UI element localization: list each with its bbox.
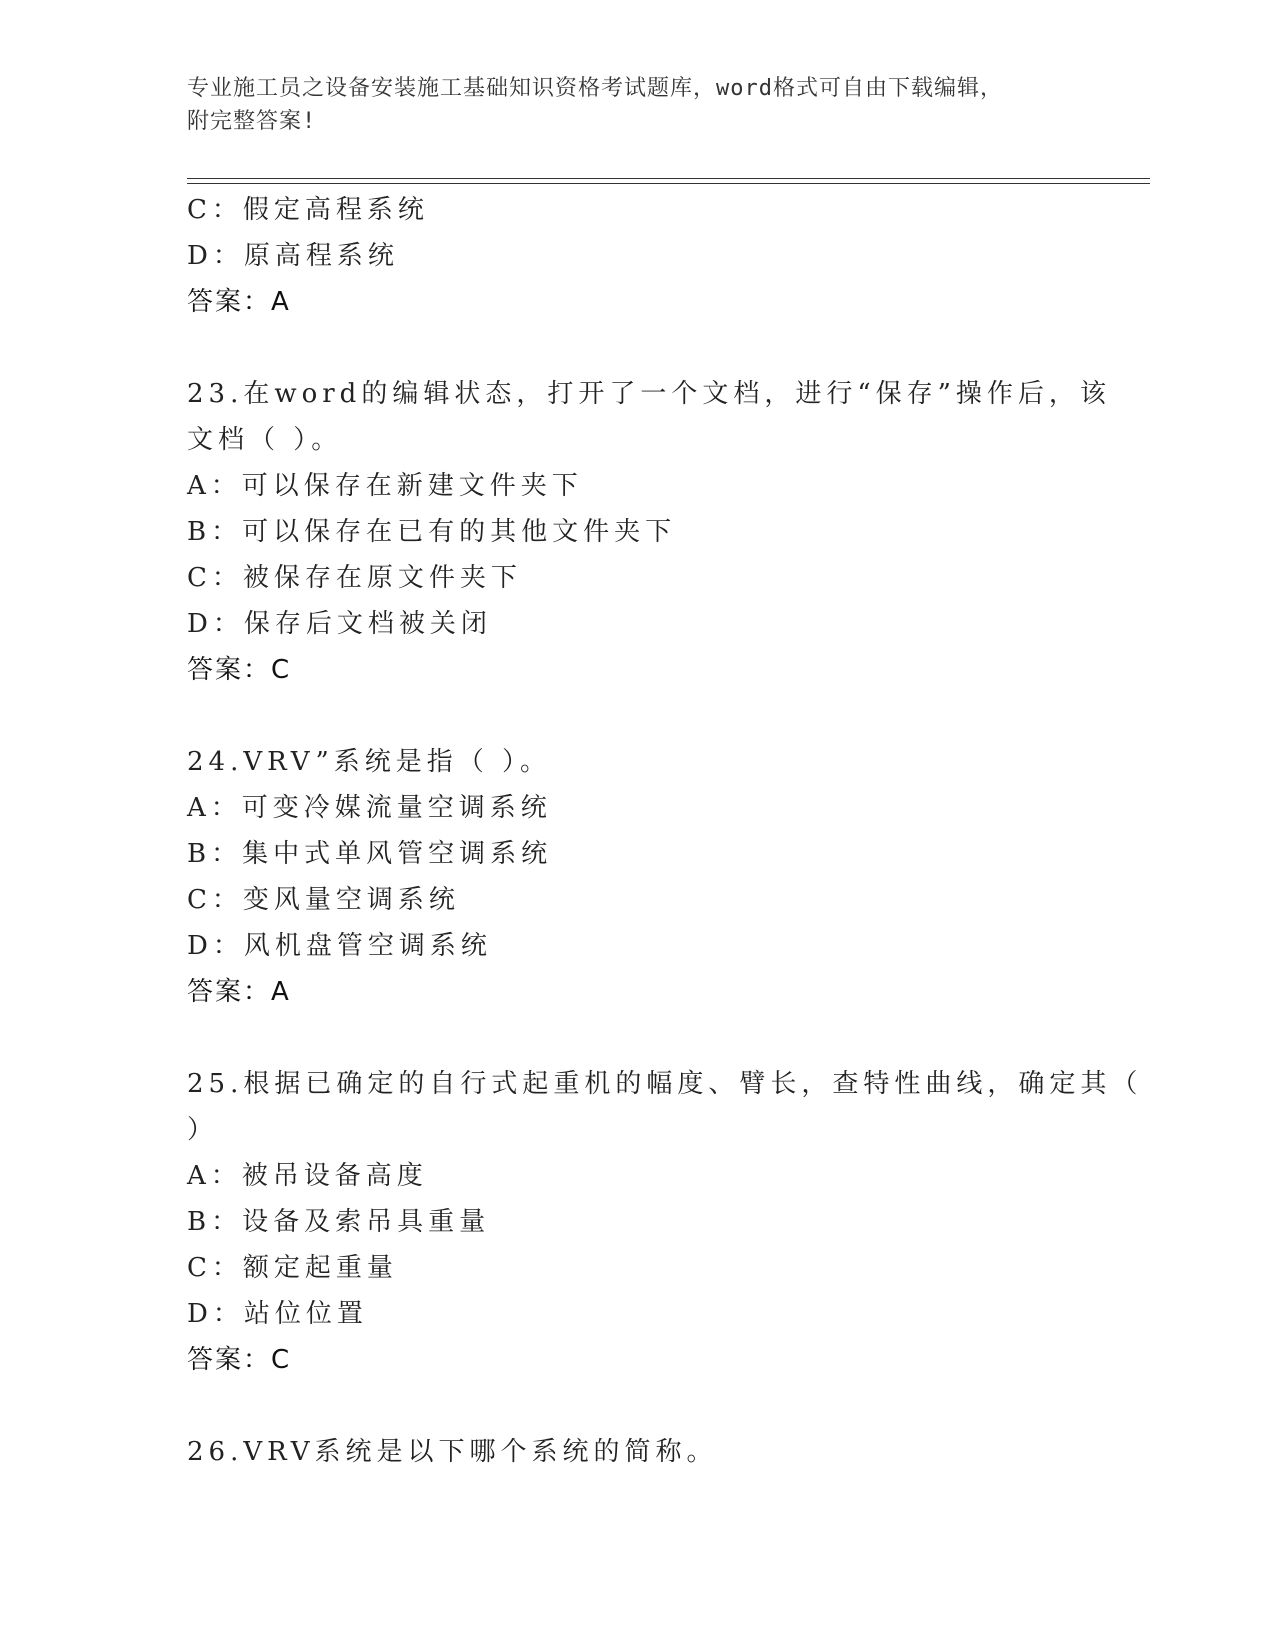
- option-d: D：保存后文档被关闭: [187, 609, 492, 639]
- question-24: [187, 739, 1087, 1015]
- question-26: [187, 1429, 1087, 1475]
- question-text-line-1: 23.在word的编辑状态，打开了一个文档，进行“保存”操作后，该: [187, 379, 1111, 409]
- question-content: [187, 187, 1143, 1475]
- option-b: B：集中式单风管空调系统: [187, 839, 553, 869]
- header-divider-bottom: [187, 183, 1150, 184]
- spacer: [187, 325, 1087, 371]
- option-c: C：额定起重量: [187, 1253, 398, 1283]
- question-text-line-2: ）: [187, 1115, 219, 1145]
- question-22-tail: [187, 187, 1087, 325]
- header-line-1: 专业施工员之设备安装施工基础知识资格考试题库，word格式可自由下载编辑，: [187, 76, 1003, 101]
- option-b: B：设备及索吊具重量: [187, 1207, 491, 1237]
- question-23: [187, 371, 1111, 693]
- option-d: D：原高程系统: [187, 241, 399, 271]
- answer: 答案：A: [187, 287, 291, 317]
- question-text-line-2: 文档（ ）。: [187, 425, 343, 455]
- spacer: [187, 693, 1087, 739]
- option-a: A：可变冷媒流量空调系统: [187, 793, 552, 823]
- spacer: [187, 1383, 1087, 1429]
- question-text-line-1: 25.根据已确定的自行式起重机的幅度、臂长，查特性曲线，确定其（: [187, 1069, 1143, 1099]
- option-c: C：被保存在原文件夹下: [187, 563, 522, 593]
- header-divider-top: [187, 178, 1150, 179]
- page-header: [187, 72, 1087, 138]
- option-a: A：被吊设备高度: [187, 1161, 428, 1191]
- option-c: C：假定高程系统: [187, 195, 429, 225]
- header-line-2: 附完整答案!: [187, 109, 317, 134]
- option-d: D：风机盘管空调系统: [187, 931, 492, 961]
- question-text-line-1: 24.VRV”系统是指（ ）。: [187, 747, 552, 777]
- answer: 答案：C: [187, 1345, 292, 1375]
- option-d: D：站位位置: [187, 1299, 368, 1329]
- spacer: [187, 1015, 1087, 1061]
- question-text-line-1: 26.VRV系统是以下哪个系统的简称。: [187, 1437, 718, 1467]
- answer: 答案：A: [187, 977, 291, 1007]
- answer: 答案：C: [187, 655, 292, 685]
- option-a: A：可以保存在新建文件夹下: [187, 471, 583, 501]
- option-c: C：变风量空调系统: [187, 885, 460, 915]
- question-25: [187, 1061, 1143, 1383]
- option-b: B：可以保存在已有的其他文件夹下: [187, 517, 677, 547]
